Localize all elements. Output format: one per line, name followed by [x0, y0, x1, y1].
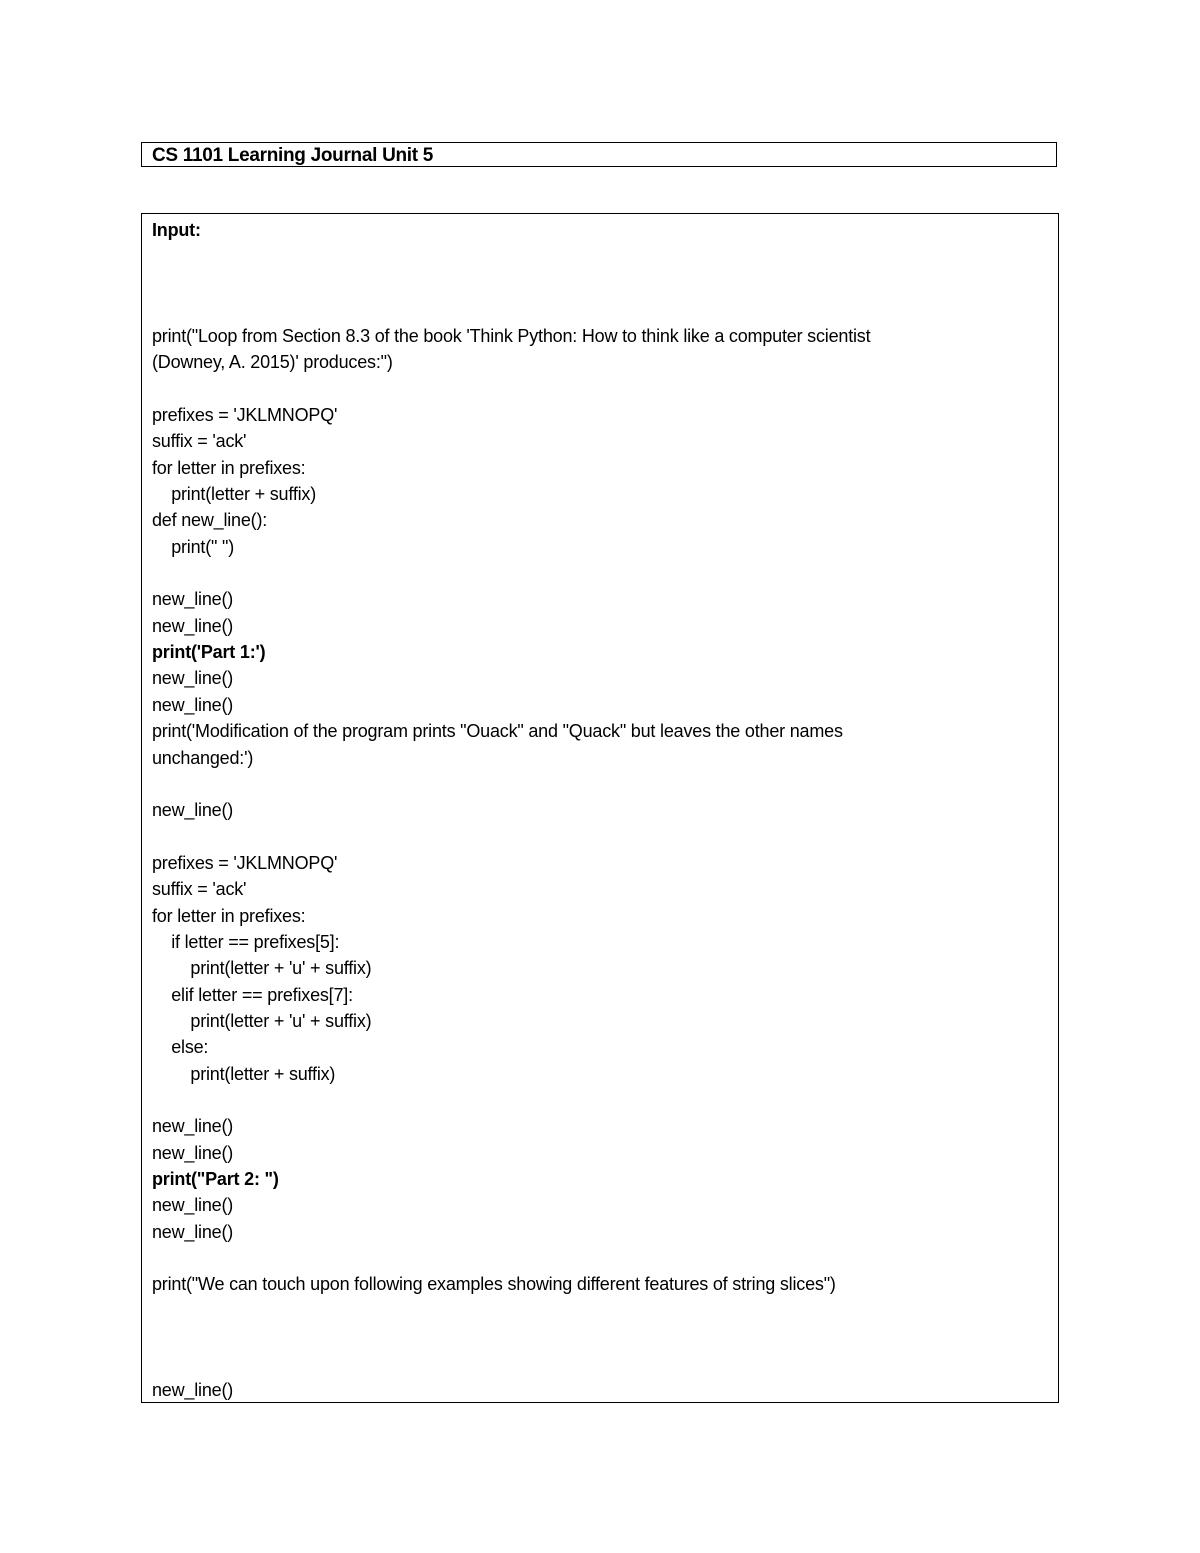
code-line: prefixes = 'JKLMNOPQ': [152, 405, 338, 425]
code-line: new_line(): [152, 589, 234, 609]
code-line: (Downey, A. 2015)' produces:"): [152, 352, 393, 372]
code-line: prefixes = 'JKLMNOPQ': [152, 853, 338, 873]
code-input-box: [141, 213, 1059, 1403]
code-line: new_line(): [152, 1195, 234, 1215]
code-line: new_line(): [152, 695, 234, 715]
code-line: for letter in prefixes:: [152, 906, 306, 926]
code-line: new_line(): [152, 668, 234, 688]
part-2-heading: print("Part 2: "): [152, 1169, 279, 1189]
code-line: print("Loop from Section 8.3 of the book 'Think Python: How to think like a computer scientist: [152, 326, 871, 346]
code-line: if letter == prefixes[5]:: [152, 932, 340, 952]
code-line: print("We can touch upon following examples showing different features of string slices"): [152, 1274, 836, 1294]
code-line: print(" "): [152, 537, 234, 557]
code-line: suffix = 'ack': [152, 879, 247, 899]
code-line: new_line(): [152, 1116, 234, 1136]
title-box: [141, 142, 1057, 167]
code-line: for letter in prefixes:: [152, 458, 306, 478]
code-line: new_line(): [152, 1143, 234, 1163]
code-line: new_line(): [152, 1380, 234, 1400]
code-line: elif letter == prefixes[7]:: [152, 985, 353, 1005]
code-line: print(letter + suffix): [152, 484, 317, 504]
code-line: print(letter + suffix): [152, 1064, 336, 1084]
code-line: new_line(): [152, 800, 234, 820]
part-1-heading: print('Part 1:'): [152, 642, 266, 662]
code-line: else:: [152, 1037, 209, 1057]
code-line: def new_line():: [152, 510, 268, 530]
code-line: print(letter + 'u' + suffix): [152, 1011, 372, 1031]
code-line: print('Modification of the program prints "Ouack" and "Quack" but leaves the other names: [152, 721, 843, 741]
input-label: Input:: [152, 220, 201, 240]
code-line: unchanged:'): [152, 748, 254, 768]
code-line: new_line(): [152, 616, 234, 636]
code-line: print(letter + 'u' + suffix): [152, 958, 372, 978]
code-line: new_line(): [152, 1222, 234, 1242]
code-line: suffix = 'ack': [152, 431, 247, 451]
document-title: CS 1101 Learning Journal Unit 5: [152, 145, 434, 166]
